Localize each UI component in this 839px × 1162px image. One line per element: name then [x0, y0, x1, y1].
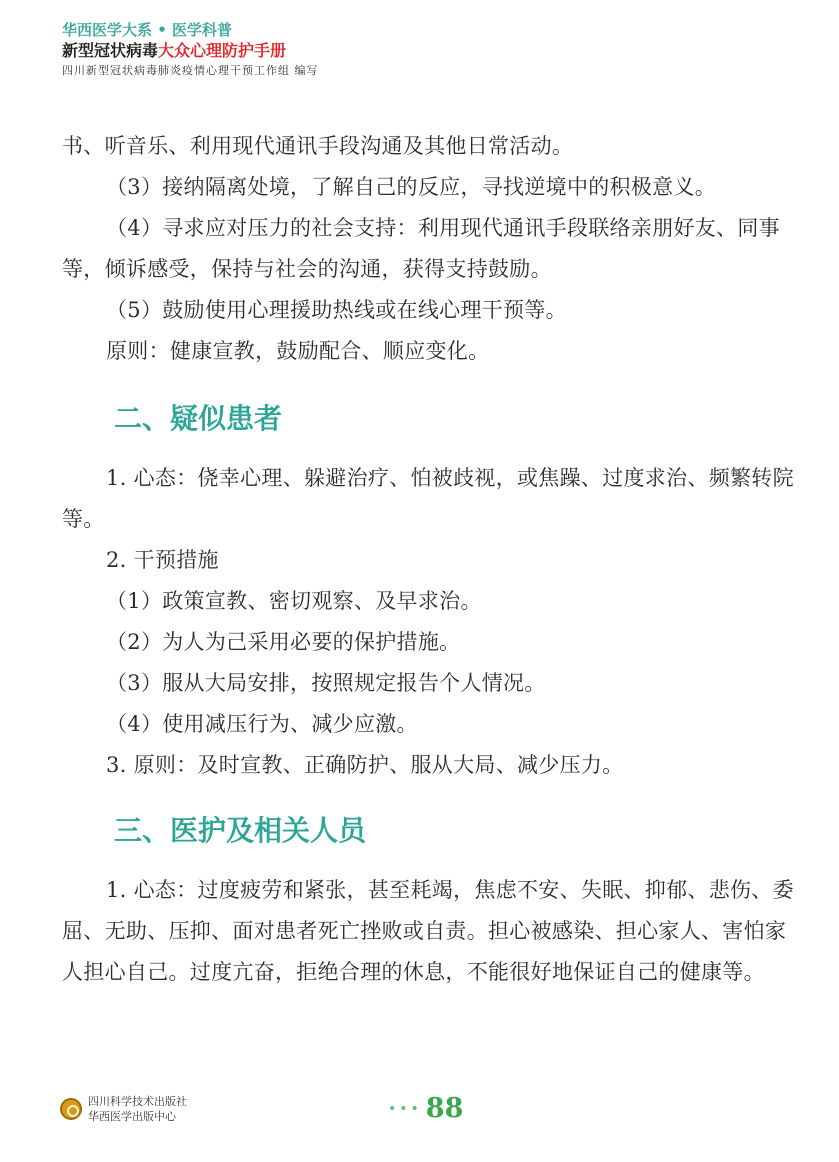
section-heading: 三、医护及相关人员 — [114, 814, 367, 847]
page-dots: ••• — [388, 1101, 422, 1117]
section-heading: 二、疑似患者 — [114, 402, 283, 435]
paragraph: （4）使用减压行为、减少应激。 — [106, 712, 418, 736]
paragraph: 1. 心态：过度疲劳和紧张，甚至耗竭，焦虑不安、失眠、抑郁、悲伤、委屈、无助、压抑、面对患者死亡挫败或自责。担心被感染、担心家人、害怕家人担心自己。过度亢奋，拒绝合理的休息，不能很好地保证自己的健康等。 — [62, 878, 794, 984]
paragraph: 1. 心态：侥幸心理、躲避治疗、怕被歧视，或焦躁、过度求治、频繁转院等。 — [62, 466, 794, 531]
page-header — [62, 20, 319, 80]
book-title-red: 大众心理防护手册 — [158, 41, 287, 60]
paragraph: （3）接纳隔离处境，了解自己的反应，寻找逆境中的积极意义。 — [106, 175, 717, 199]
paragraph: （3）服从大局安排，按照规定报告个人情况。 — [106, 671, 546, 695]
publisher-line-2: 华西医学出版中心 — [88, 1110, 176, 1123]
book-title — [62, 40, 319, 62]
book-subtitle: 四川新型冠状病毒肺炎疫情心理干预工作组 编写 — [62, 64, 319, 77]
publisher-line-1: 四川科学技术出版社 — [88, 1095, 187, 1108]
paragraph: （1）政策宣教、密切观察、及早求治。 — [106, 589, 482, 613]
book-title-black: 新型冠状病毒 — [62, 41, 159, 60]
paragraph: 3. 原则：及时宣教、正确防护、服从大局、减少压力。 — [106, 753, 624, 777]
publisher-name — [88, 1094, 187, 1124]
publisher-logo-icon — [60, 1098, 82, 1120]
page-number-block — [388, 1094, 463, 1124]
page-number: 88 — [425, 1093, 464, 1124]
book-series: 华西医学大系 • 医学科普 — [62, 21, 233, 39]
paragraph: 2. 干预措施 — [106, 548, 219, 572]
page-content — [62, 126, 806, 993]
paragraph: 原则：健康宣教，鼓励配合、顺应变化。 — [106, 339, 490, 363]
page-footer — [60, 1094, 187, 1124]
paragraph: （4）寻求应对压力的社会支持：利用现代通讯手段联络亲朋好友、同事等，倾诉感受，保持与社会的沟通，获得支持鼓励。 — [62, 216, 780, 281]
paragraph: （5）鼓励使用心理援助热线或在线心理干预等。 — [106, 298, 567, 322]
paragraph: （2）为人为己采用必要的保护措施。 — [106, 630, 461, 654]
paragraph: 书、听音乐、利用现代通讯手段沟通及其他日常活动。 — [62, 134, 574, 158]
